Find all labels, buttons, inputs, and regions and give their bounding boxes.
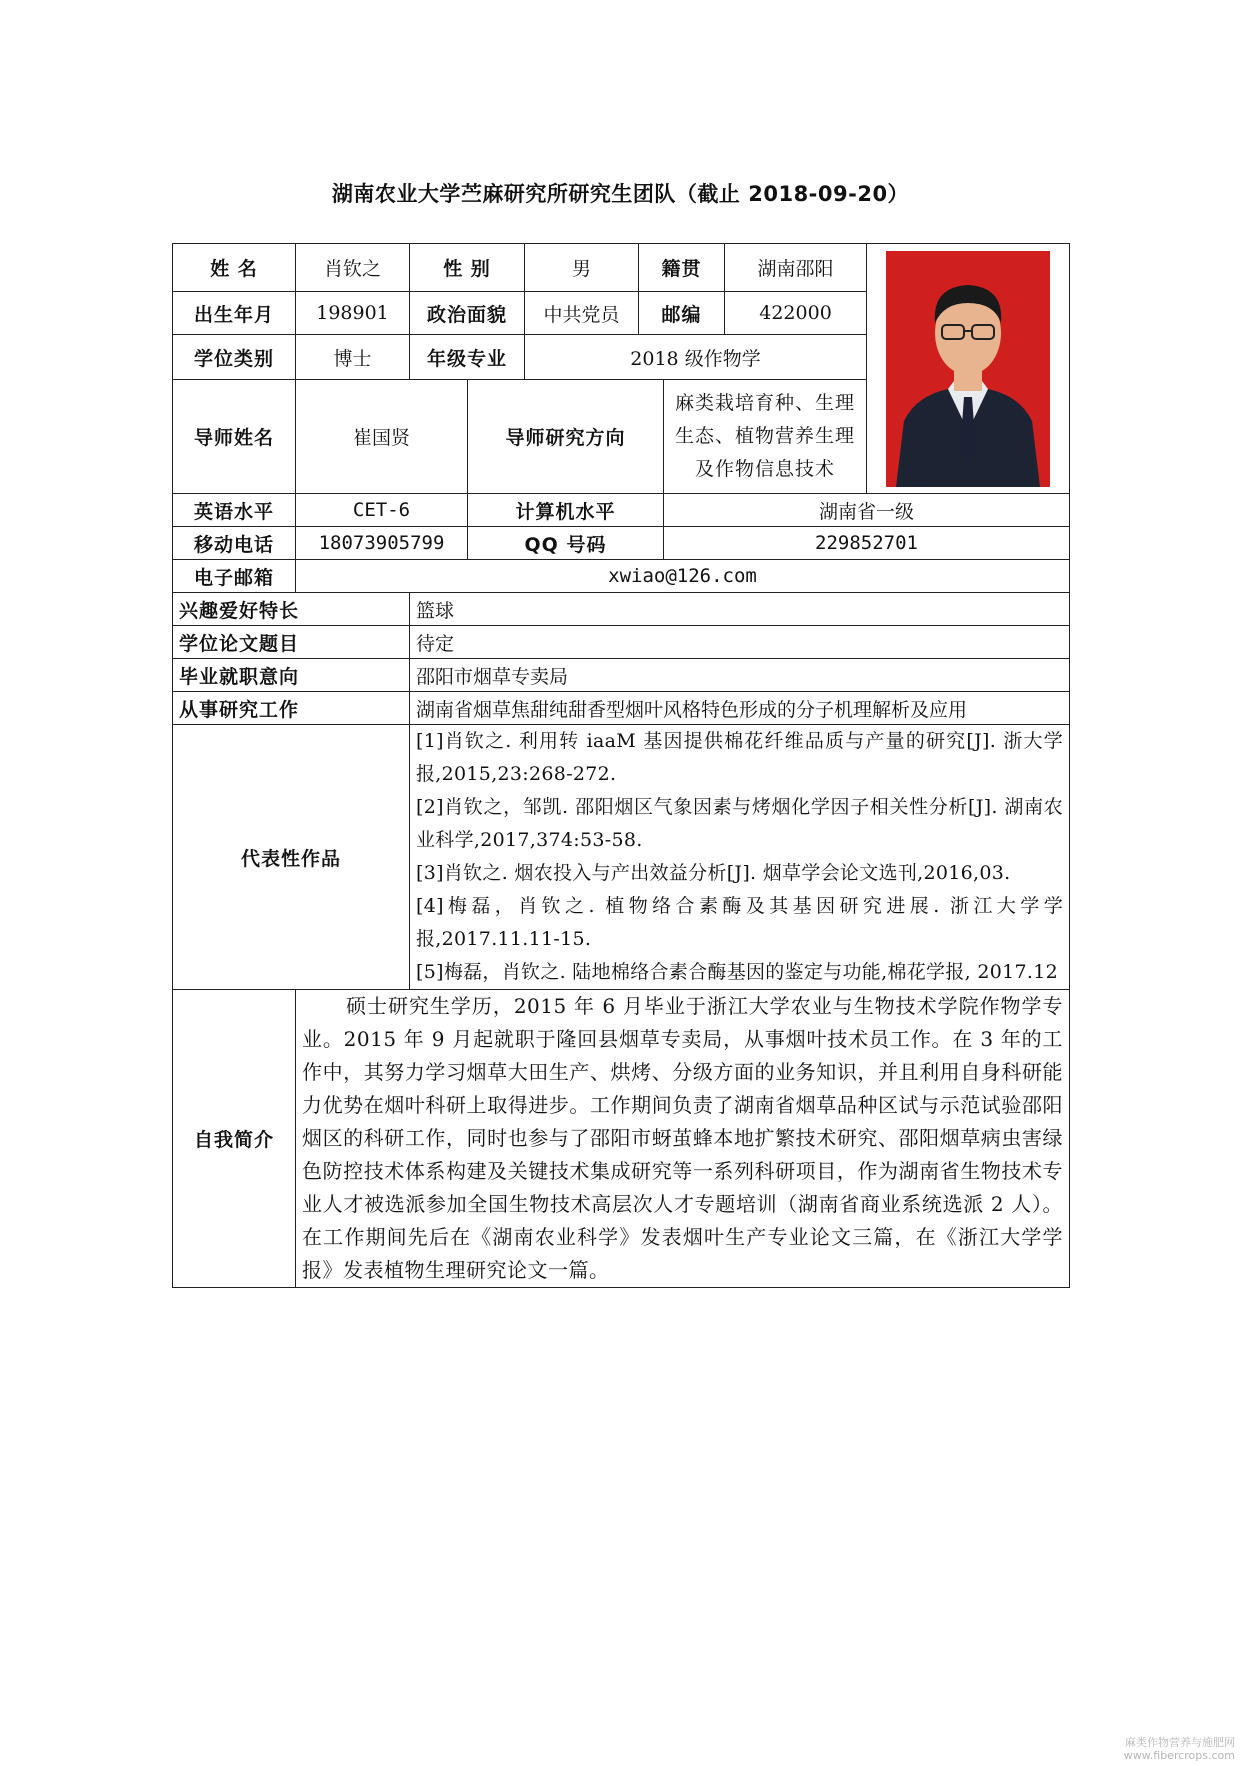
work-item: [3]肖钦之. 烟农投入与产出效益分析[J]. 烟草学会论文选刊,2016,03. (416, 862, 1011, 884)
label-name: 姓 名 (173, 244, 296, 292)
intro-text: 硕士研究生学历，2015 年 6 月毕业于浙江大学农业与生物技术学院作物学专业。2015 年 9 月起就职于隆回县烟草专卖局，从事烟叶技术员工作。在 3 年的工作中，其努力学习烟草大田生产、烘烤、分级方面的业务知识，并且利用自身科研能力优势在烟叶科研上取得进步。工作期间负责了湖南省烟草品种区试与示范试验邵阳烟区的科研工作，同时也参与了邵阳市蚜茧蜂本地扩繁技术研究、邵阳烟草病虫害绿色防控技术体系构建及关键技术集成研究等一系列科研项目，作为湖南省生物技术专业人才被选派参加全国生物技术高层次人才专题培训（湖南省商业系统选派 2 人）。在工作期间先后在《湖南农业科学》发表烟叶生产专业论文三篇，在《浙江大学学报》发表植物生理研究论文一篇。 (302, 994, 1064, 1282)
row-phone (173, 527, 1070, 560)
label-politics: 政治面貌 (410, 292, 525, 335)
row-email (173, 560, 1070, 593)
value-gender: 男 (525, 244, 639, 292)
page-title: 湖南农业大学苎麻研究所研究生团队（截止 2018-09-20） (331, 182, 910, 206)
row-english (173, 494, 1070, 527)
row-name (173, 244, 1070, 292)
value-phone: 18073905799 (296, 527, 468, 560)
row-works (173, 725, 1070, 990)
value-postcode: 422000 (725, 292, 867, 335)
label-thesis: 学位论文题目 (173, 626, 410, 659)
row-career (173, 659, 1070, 692)
works-list (410, 725, 1070, 990)
label-research: 从事研究工作 (173, 692, 410, 725)
value-computer: 湖南省一级 (664, 494, 1070, 527)
row-research (173, 692, 1070, 725)
label-advisor: 导师姓名 (173, 380, 296, 494)
row-intro (173, 990, 1070, 1288)
photo-cell (867, 244, 1070, 494)
label-career: 毕业就职意向 (173, 659, 410, 692)
label-advisor-direction: 导师研究方向 (468, 380, 664, 494)
label-gender: 性 别 (410, 244, 525, 292)
work-item: [4]梅磊，肖钦之. 植物络合素酶及其基因研究进展. 浙江大学学报,2017.11.11-15. (416, 895, 1064, 950)
watermark-line2: www.fibercrops.com (1123, 1749, 1235, 1762)
label-works: 代表性作品 (173, 725, 410, 990)
work-item: [2]肖钦之，邹凯. 邵阳烟区气象因素与烤烟化学因子相关性分析[J]. 湖南农业科学,2017,374:53-58. (416, 796, 1064, 851)
label-computer: 计算机水平 (468, 494, 664, 527)
work-item: [1]肖钦之. 利用转 iaaM 基因提供棉花纤维品质与产量的研究[J]. 浙大学报,2015,23:268-272. (416, 730, 1064, 785)
label-birth: 出生年月 (173, 292, 296, 335)
value-name: 肖钦之 (296, 244, 410, 292)
label-degree-type: 学位类别 (173, 335, 296, 380)
site-watermark (1124, 1736, 1235, 1762)
intro-cell (296, 990, 1070, 1288)
label-postcode: 邮编 (639, 292, 725, 335)
label-intro: 自我简介 (173, 990, 296, 1288)
portrait-photo (886, 251, 1050, 487)
value-politics: 中共党员 (525, 292, 639, 335)
value-email: xwiao@126.com (296, 560, 1070, 593)
value-advisor: 崔国贤 (296, 380, 468, 494)
value-qq: 229852701 (664, 527, 1070, 560)
value-research: 湖南省烟草焦甜纯甜香型烟叶风格特色形成的分子机理解析及应用 (410, 692, 1070, 725)
label-phone: 移动电话 (173, 527, 296, 560)
value-grade-major: 2018 级作物学 (525, 335, 867, 380)
value-thesis: 待定 (410, 626, 1070, 659)
row-thesis (173, 626, 1070, 659)
label-email: 电子邮箱 (173, 560, 296, 593)
row-hobby (173, 593, 1070, 626)
value-native-place: 湖南邵阳 (725, 244, 867, 292)
watermark-line1: 麻类作物营养与施肥网 (1125, 1736, 1235, 1749)
value-birth: 198901 (296, 292, 410, 335)
value-advisor-direction: 麻类栽培育种、生理生态、植物营养生理及作物信息技术 (664, 380, 867, 494)
label-qq: QQ 号码 (468, 527, 664, 560)
value-career: 邵阳市烟草专卖局 (410, 659, 1070, 692)
portrait-figure (886, 251, 1050, 487)
label-grade-major: 年级专业 (410, 335, 525, 380)
value-english: CET-6 (296, 494, 468, 527)
label-native-place: 籍贯 (639, 244, 725, 292)
value-degree-type: 博士 (296, 335, 410, 380)
work-item: [5]梅磊，肖钦之. 陆地棉络合素合酶基因的鉴定与功能,棉花学报, 2017.12 (416, 961, 1058, 983)
student-info-table (172, 243, 1070, 1288)
label-english: 英语水平 (173, 494, 296, 527)
value-hobby: 篮球 (410, 593, 1070, 626)
label-hobby: 兴趣爱好特长 (173, 593, 410, 626)
